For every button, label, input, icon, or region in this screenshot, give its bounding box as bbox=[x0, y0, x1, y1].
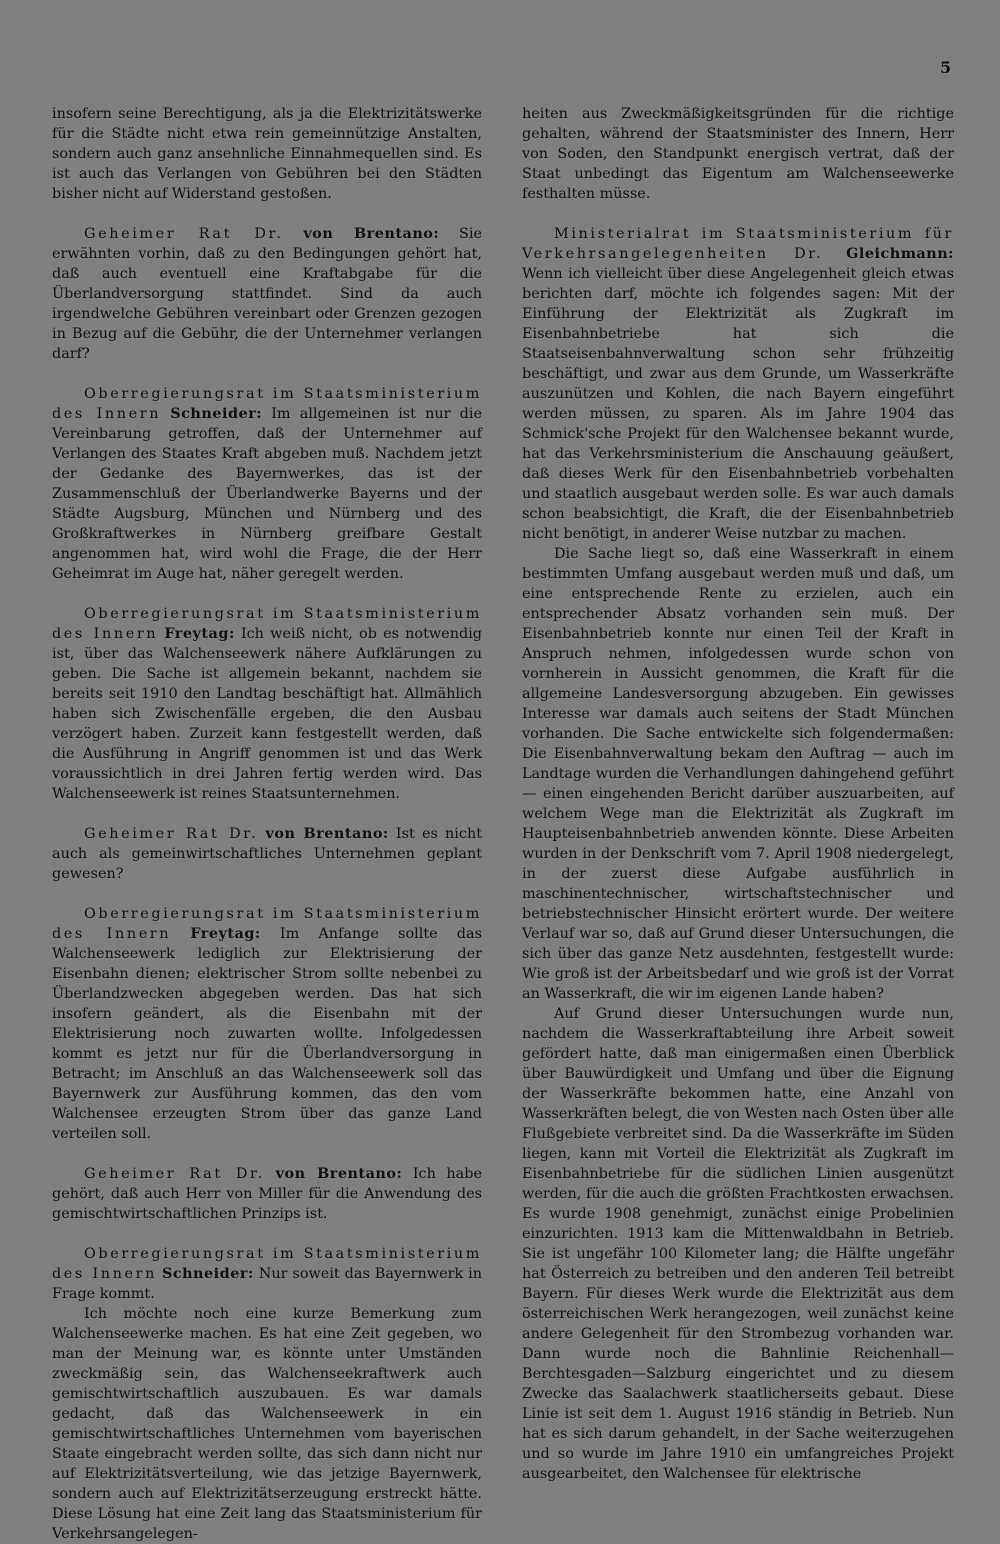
page-number: 5 bbox=[940, 58, 952, 77]
paragraph: Die Sache liegt so, daß eine Wasserkraft in einem bestimmten Umfang ausgebaut werden muß und daß, um eine entsprechende Rente zu erzielen, auch ein entsprechender Absatz vorhanden sein muß. Der Eisenbahnbetrieb konnte nur einen Teil der Kraft in Anspruch nehmen, infolgedessen wurde schon von vornherein in Aussicht genommen, die Kraft für die allgemeine Landesversorgung abzugeben. Ein gewisses Interesse war damals auch seitens der Stadt München vorhanden. Die Sache entwickelte sich folgendermaßen: Die Eisenbahnverwaltung bekam den Auftrag — auch im Landtage wurden die Verhandlungen dahingehend geführt — einen eingehenden Bericht darüber auszuarbeiten, auf welchem Wege man die Elektrizität als Zugkraft im Haupteisenbahnbetrieb anwenden könnte. Diese Arbeiten wurden in der Denkschrift vom 7. April 1908 niedergelegt, in der zuerst diese Aufgabe ausführlich in maschinentechnischer, wirtschaftstechnischer und betriebstechnischer Hinsicht erörtert wurde. Der weitere Verlauf war so, daß auf Grund dieser Untersuchungen, die sich über das ganze Netz ausdehnten, festgestellt wurde: Wie groß ist der Arbeitsbedarf und wie groß ist der Vorrat an Wasserkraft, die wir im eigenen Lande haben? bbox=[522, 546, 954, 1002]
speaker-name: Freytag: bbox=[164, 625, 235, 642]
speech-block bbox=[522, 224, 954, 544]
paragraph: Auf Grund dieser Untersuchungen wurde nun, nachdem die Wasserkraftabteilung ihre Arbeit soweit gefördert hatte, daß man einigermaßen einen Überblick über Bauwürdigkeit und Umfang und über die Eignung der Wasserkräfte bekommen hatte, eine Anzahl von Wasserkräften belegt, die von Westen nach Osten über alle Flußgebiete verbreitet sind. Da die Wasserkräfte im Süden liegen, kann mit Vorteil die Elektrizität als Zugkraft im Eisenbahnbetriebe für die südlichen Linien ausgenützt werden, für die auch die größten Frachtkosten erwachsen. Es wurde 1908 genehmigt, zunächst einige Probelinien einzurichten. 1913 kam die Mittenwaldbahn in Betrieb. Sie ist ungefähr 100 Kilometer lang; die Hälfte ungefähr hat Österreich zu betreiben und den anderen Teil betreibt Bayern. Für dieses Werk wurde die Elektrizität aus dem österreichischen Werk herangezogen, weil zunächst keine andere Gelegenheit für den Strombezug vorhanden war. Dann wurde noch die Bahnlinie Reichenhall—Berchtesgaden—Salzburg eingerichtet und zu diesem Zwecke das Saalachwerk staatlicherseits gebaut. Diese Linie ist seit dem 1. August 1916 ständig in Betrieb. Nun hat es sich darum gehandelt, in der Sache weiterzugehen und so wurde im Jahre 1910 ein umfangreiches Projekt ausgearbeitet, den Walchensee für elektrische bbox=[522, 1006, 954, 1482]
speaker-title: Ministerialrat im Staatsministerium für Verkehrsangelegenheiten Dr. bbox=[522, 226, 954, 262]
speaker-name: von Brentano: bbox=[275, 1165, 403, 1182]
speaker-title: Oberregierungsrat im Staatsministerium des Innern bbox=[52, 906, 482, 942]
speech-text: Nur soweit das Bayernwerk in Frage kommt. bbox=[52, 1266, 483, 1302]
paragraph: Ich möchte noch eine kurze Bemerkung zum Walchenseewerke machen. Es hat eine Zeit gegeben, wo man der Meinung war, es könnte unter Umständen zweckmäßig sein, das Walchenseekraftwerk auch gemischtwirtschaftlich auszubauen. Es war damals gedacht, daß das Walchenseewerk in ein gemischtwirtschaftliches Unternehmen vom bayerischen Staate eingebracht werden sollte, das sich dann nicht nur auf Elektrizitätsverteilung, wie das jetzige Bayernwerk, sondern auch auf Elektrizitätserzeugung erstreckt hätte. Diese Lösung hat eine Zeit lang das Staatsministerium für Verkehrsangelegen- bbox=[52, 1306, 482, 1542]
speaker-title: Oberregierungsrat im Staatsministerium des Innern bbox=[52, 386, 482, 422]
speech-block bbox=[52, 1164, 482, 1224]
left-column bbox=[52, 104, 482, 1544]
speech-text: Ich weiß nicht, ob es notwendig ist, über das Walchenseewerk nähere Aufklärungen zu geben. Die Sache ist allgemein bekannt, nachdem sie bereits seit 1910 den Landtag beschäftigt hat. Allmählich haben sich Zwischenfälle ergeben, die den Ausbau verzögert haben. Zurzeit kann festgestellt werden, daß die Ausführung in Angriff genommen ist und das Werk voraussichtlich in drei Jahren fertig werden wird. Das Walchenseewerk ist reines Staatsunternehmen. bbox=[52, 626, 482, 802]
speech-block bbox=[52, 904, 482, 1144]
speaker-name: Schneider: bbox=[161, 1265, 254, 1282]
speech-block bbox=[52, 824, 482, 884]
speech-block bbox=[52, 384, 482, 584]
speaker-title: Geheimer Rat Dr. bbox=[84, 226, 284, 242]
speaker-name: von Brentano: bbox=[265, 825, 389, 842]
speech-text: Im Anfange sollte das Walchenseewerk lediglich zur Elektrisierung der Eisenbahn dienen; elektrischer Strom sollte nebenbei zu Überlandzwecken abgegeben werden. Das hat sich insofern geändert, als die Eisenbahn mit der Elektrisierung noch zuwarten wollte. Infolgedessen kommt es jetzt nur für die Überlandversorgung in Betracht; im Anschluß an das Walchenseewerk soll das Bayernwerk zur Ausführung kommen, das den vom Walchensee erzeugten Strom über das ganze Land verteilen soll. bbox=[52, 926, 482, 1142]
speech-text: Wenn ich vielleicht über diese Angelegenheit gleich etwas berichten darf, möchte ich folgendes sagen: Mit der Einführung der Elektrizität als Zugkraft im Eisenbahnbetriebe hat sich die Staatseisenbahnverwaltung schon sehr frühzeitig beschäftigt, und zwar aus dem Grunde, um Wasserkräfte auszunützen und Kohlen, die nach Bayern eingeführt werden müssen, zu sparen. Als im Jahre 1904 das Schmick'sche Projekt für den Walchensee bekannt wurde, hat das Verkehrsministerium die Anschauung geäußert, daß dieses Werk für den Eisenbahnbetrieb vorbehalten und staatlich ausgebaut werden solle. Es war auch damals schon beabsichtigt, die Kraft, die der Eisenbahnbetrieb nicht benötigt, in anderer Weise nutzbar zu machen. bbox=[522, 266, 954, 542]
paragraph: insofern seine Berechtigung, als ja die Elektrizitätswerke für die Städte nicht etwa rein gemeinnützige Anstalten, sondern auch ganz ansehnliche Einnahmequellen sind. Es ist auch das Verlangen von Gebühren bei den Städten bisher nicht auf Widerstand gestoßen. bbox=[52, 106, 482, 202]
speaker-name: Freytag: bbox=[190, 925, 261, 942]
speech-text: Im allgemeinen ist nur die Vereinbarung getroffen, daß der Unternehmer auf Verlangen des Staates Kraft abgeben muß. Nachdem jetzt der Gedanke des Bayernwerkes, das ist der Zusammenschluß der Überlandwerke Bayerns und der Städte Augsburg, München und Nürnberg und des Großkraftwerkes in Nürnberg greifbare Gestalt angenommen hat, wird wohl die Frage, die der Herr Geheimrat im Auge hat, näher geregelt werden. bbox=[52, 406, 482, 582]
speaker-name: Gleichmann: bbox=[846, 245, 954, 262]
paragraph: heiten aus Zweckmäßigkeitsgründen für die richtige gehalten, während der Staatsminister des Innern, Herr von Soden, den Standpunkt energisch vertrat, daß der Staat unbedingt das Eigentum am Walchenseewerke festhalten müsse. bbox=[522, 106, 954, 202]
speech-text: Sie erwähnten vorhin, daß zu den Bedingungen gehört hat, daß auch eventuell eine Kraftabgabe für die Überlandversorgung stattfindet. Sind da auch irgendwelche Gebühren vereinbart oder Grenzen gezogen in Bezug auf die Gebühr, die der Unternehmer verlangen darf? bbox=[52, 226, 482, 362]
speaker-title: Oberregierungsrat im Staatsministerium des Innern bbox=[52, 606, 482, 642]
speaker-name: Schneider: bbox=[170, 405, 263, 422]
speech-block bbox=[52, 604, 482, 804]
speaker-title: Geheimer Rat Dr. bbox=[84, 1166, 266, 1182]
speaker-name: von Brentano: bbox=[303, 225, 440, 242]
speech-block bbox=[52, 1244, 482, 1304]
speech-text: Ich habe gehört, daß auch Herr von Miller für die Anwendung des gemischtwirtschaftlichen Prinzips ist. bbox=[52, 1166, 482, 1222]
right-column bbox=[522, 104, 954, 1484]
speech-block bbox=[52, 224, 482, 364]
speech-text: Ist es nicht auch als gemeinwirtschaftliches Unternehmen geplant gewesen? bbox=[52, 826, 482, 882]
speaker-title: Oberregierungsrat im Staatsministerium des Innern bbox=[52, 1246, 482, 1282]
speaker-title: Geheimer Rat Dr. bbox=[84, 826, 259, 842]
